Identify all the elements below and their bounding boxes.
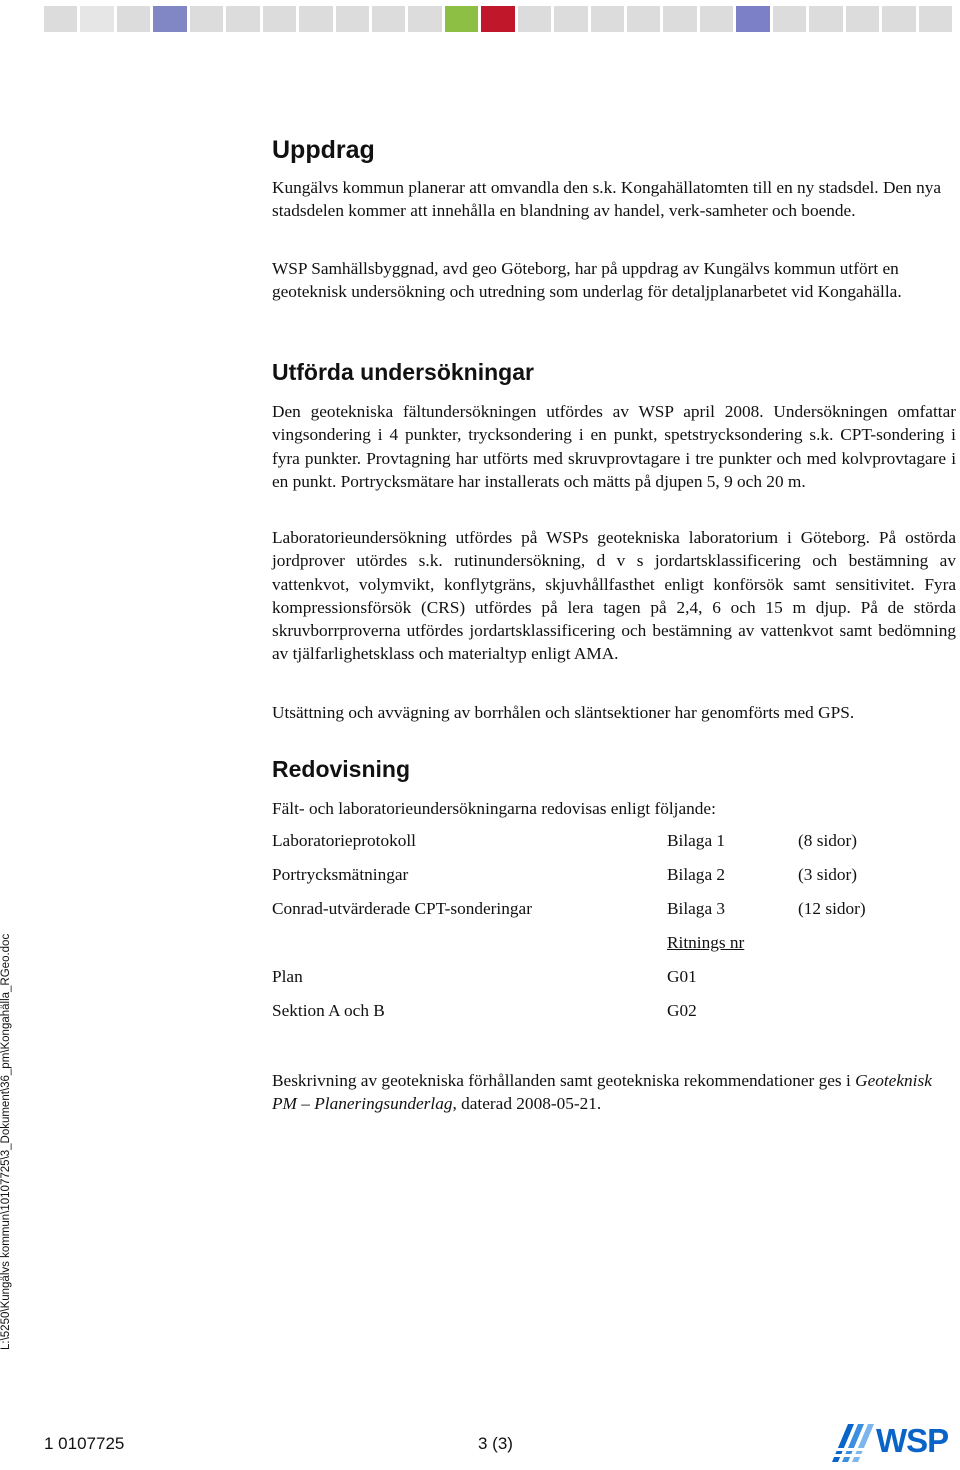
file-path-margin: L:\5250\Kungälvs kommun\10107725\3_Dokument\36_pm\Kongahälla_RGeo.doc [0,933,12,1350]
header-band-square [882,6,915,32]
redovisning-intro: Fält- och laboratorieundersökningarna redovisas enligt följande: [272,799,716,818]
heading-redovisning: Redovisning [272,756,411,782]
bilaga-row [272,831,956,855]
bilaga-number: Bilaga 1 [667,831,726,850]
header-band-square [226,6,259,32]
header-color-band [44,6,952,32]
header-band-square [773,6,806,32]
utforda-paragraph-1: Den geotekniska fältundersökningen utfördes av WSP april 2008. Undersökningen omfattar vingsondering i 4 punkter, trycksondering i en punkt, spetstrycksondering s.k. CPT-sondering i fyra punkter. Provtagning har utförts med skruvprovtagare i tre punkter och med kolvprovtagare i en punkt. Portrycksmätare har installerats och mätts på djupen 5, 9 och 20 m. [272,402,956,491]
utforda-paragraph-3: Utsättning och avvägning av borrhålen och släntsektioner har genomförts med GPS. [272,703,855,722]
header-band-square [518,6,551,32]
ritning-number: G01 [667,967,697,986]
header-band-square [372,6,405,32]
closing-text: Beskrivning av geotekniska förhållanden samt geotekniska rekommendationer ges i [272,1071,856,1090]
ritning-row [272,967,956,991]
heading-utforda-undersokningar: Utförda undersökningar [272,359,534,385]
header-band-square [336,6,369,32]
bilaga-pages: (8 sidor) [798,831,858,850]
page-number: 3 (3) [478,1434,513,1453]
bilaga-pages: (12 sidor) [798,899,866,918]
header-band-square [481,6,514,32]
header-band-square [263,6,296,32]
bilaga-row [272,899,956,923]
wsp-logo-mark-icon [828,1418,876,1464]
bilaga-name: Portrycksmätningar [272,865,409,884]
header-band-square [736,6,769,32]
bilaga-pages: (3 sidor) [798,865,858,884]
header-band-square [554,6,587,32]
header-band-square [919,6,952,32]
ritnings-nr-header: Ritnings nr [667,933,745,952]
bilaga-row [272,865,956,889]
utforda-paragraph-2: Laboratorieundersökning utfördes på WSPs geotekniska laboratorium i Göteborg. På ostörda jordprover utördes s.k. rutinundersökning, d v s jordartsklassificering och bestämning av vattenkvot, volymvikt, konflytgräns, skjuvhållfasthet enligt konförsök samt sensitivitet. Fyra kompressionsförsök (CRS) utfördes på lera tagen på 2,4, 6 och 15 m djup. På de störda skruvborrproverna utfördes jordartsklassificering och bestämning av vattenkvot samt bedömning av tjälfarlighetsklass och materialtyp enligt AMA. [272,528,956,664]
bilaga-name: Conrad-utvärderade CPT-sonderingar [272,899,532,918]
header-band-square [408,6,441,32]
document-number: 1 0107725 [44,1434,125,1453]
header-band-square [153,6,186,32]
header-band-square [627,6,660,32]
bilaga-number: Bilaga 2 [667,865,726,884]
uppdrag-paragraph-2: WSP Samhällsbyggnad, avd geo Göteborg, har på uppdrag av Kungälvs kommun utfört en geoteknisk undersökning och utredning som underlag för detaljplanarbetet vid Kongahälla. [272,259,902,302]
header-band-square [846,6,879,32]
header-band-square [591,6,624,32]
bilaga-name: Laboratorieprotokoll [272,831,416,850]
bilaga-number: Bilaga 3 [667,899,726,918]
header-band-square [44,6,77,32]
redovisning-closing [272,1069,956,1116]
closing-date: , daterad 2008-05-21. [452,1094,602,1114]
heading-uppdrag: Uppdrag [272,136,375,164]
header-band-square [299,6,332,32]
ritning-number: G02 [667,1001,697,1020]
header-band-square [663,6,696,32]
ritningar-header-row [272,933,956,957]
ritning-row [272,1001,956,1025]
wsp-logo [828,1418,954,1464]
header-band-square [190,6,223,32]
ritning-name: Sektion A och B [272,1001,385,1020]
header-band-square [80,6,113,32]
uppdrag-paragraph-1: Kungälvs kommun planerar att omvandla den s.k. Kongahällatomten till en ny stadsdel. Den nya stadsdelen kommer att innehålla en blandning av handel, verk-samheter och boende. [272,178,942,221]
header-band-square [700,6,733,32]
header-band-square [445,6,478,32]
wsp-logo-text: WSP [876,1422,949,1459]
ritning-name: Plan [272,967,303,986]
header-band-square [809,6,842,32]
header-band-square [117,6,150,32]
closing-reference: Geoteknisk PM – Planeringsunderlag [272,1071,932,1114]
